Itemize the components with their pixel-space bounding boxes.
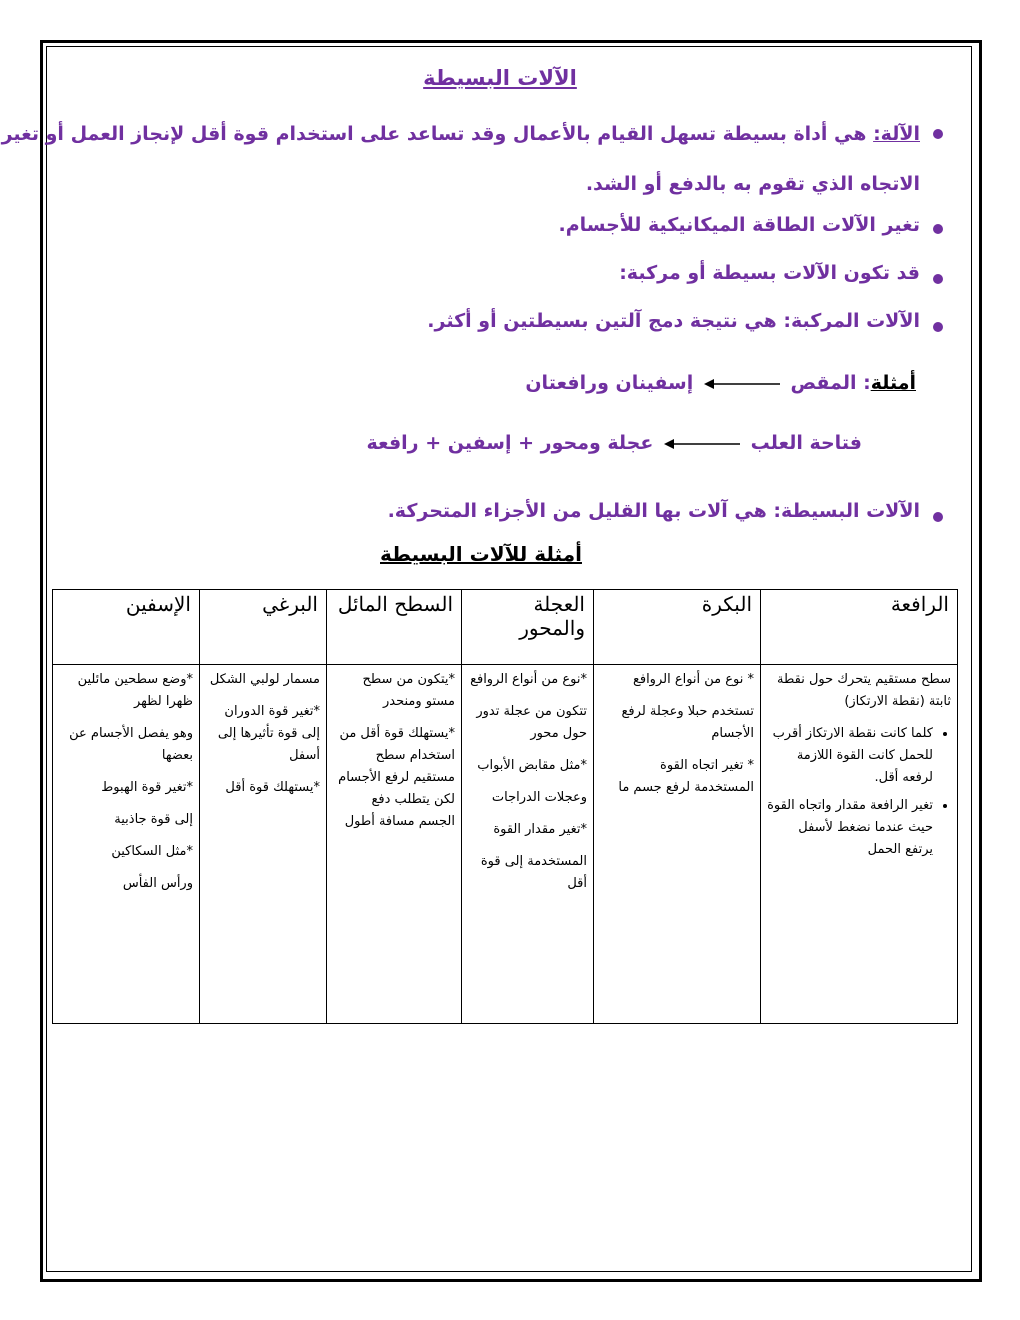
header-wheel-axle: العجلة والمحور: [462, 590, 594, 665]
example-scissors-result: إسفينان ورافعتان: [525, 372, 694, 394]
bullet-dot-1: [933, 129, 943, 139]
example-can-opener: فتاحة العلب: [750, 432, 862, 454]
wheel-text-5: *تغير مقدار القوة: [493, 822, 587, 837]
machine-def-line1: هي أداة بسيطة تسهل القيام بالأعمال وقد تساعد على استخدام قوة أقل لإنجاز العمل أو تغير: [1, 123, 874, 145]
cell-wheel-axle: [462, 665, 594, 1024]
table-header-row: [53, 590, 958, 665]
lever-intro: سطح مستقيم يتحرك حول نقطة ثابتة (نقطة الارتكاز): [777, 672, 951, 709]
bullet-dot-4: [933, 322, 943, 332]
header-lever: الرافعة: [761, 590, 958, 665]
examples-row-2: [366, 432, 862, 454]
screw-text-2: *تغير قوة الدوران إلى قوة تأثيرها إلى أسفل: [217, 704, 320, 763]
energy-bullet: تغير الآلات الطاقة الميكانيكية للأجسام.: [558, 214, 920, 236]
table-title: أمثلة للآلات البسيطة: [380, 542, 582, 566]
simple-machines-bullet: الآلات البسيطة: هي آلات بها القليل من الأجزاء المتحركة.: [387, 500, 920, 522]
examples-row-1: [525, 372, 916, 394]
screw-text-3: *يستهلك قوة أقل: [225, 780, 320, 795]
table-row: [53, 665, 958, 1024]
wheel-text-6: المستخدمة إلى قوة أقل: [480, 854, 587, 891]
examples-colon: :: [856, 372, 871, 394]
pulley-text-1: * نوع من أنواع الروافع: [632, 672, 754, 687]
example-scissors: المقص: [790, 372, 857, 394]
wheel-text-2: تتكون من عجلة تدور حول محور: [476, 704, 587, 741]
cell-lever: [761, 665, 958, 1024]
cell-wedge: [53, 665, 200, 1024]
wheel-text-1: *نوع من أنواع الروافع: [470, 672, 587, 687]
wheel-text-4: وعجلات الدراجات: [491, 790, 587, 805]
lever-point-1: • كلما كانت نقطة الارتكاز أقرب للحمل كانت القوة اللازمة لرفعه أقل.: [767, 723, 933, 789]
simple-machines-table: [52, 589, 958, 1024]
wedge-text-5: *مثل السكاكين: [111, 844, 193, 859]
wedge-text-2: وهو يفصل الأجسام عن بعضها: [69, 726, 193, 763]
machine-def-line2: الاتجاه الذي تقوم به بالدفع أو الشد.: [585, 173, 920, 195]
example-can-opener-result: عجلة ومحور + إسفين + رافعة: [366, 432, 654, 454]
pulley-text-3: * تغير اتجاه القوة المستخدمة لرفع جسم ما: [618, 758, 754, 795]
types-bullet: قد تكون الآلات بسيطة أو مركبة:: [619, 262, 920, 284]
screw-text-1: مسمار لولبي الشكل: [209, 672, 320, 687]
cell-inclined-plane: [327, 665, 462, 1024]
wedge-text-6: ورأس الفأس: [122, 876, 193, 891]
bullet-dot-5: [933, 512, 943, 522]
bullet-dot-2: [933, 224, 943, 234]
header-screw: البرغي: [200, 590, 327, 665]
machine-term: الآلة:: [873, 123, 920, 145]
wheel-text-3: *مثل مقابض الأبواب: [477, 758, 587, 773]
arrow-left-icon: [704, 378, 780, 390]
header-wedge: الإسفين: [53, 590, 200, 665]
examples-label: أمثلة: [870, 372, 916, 394]
header-inclined-plane: السطح المائل: [327, 590, 462, 665]
compound-bullet: الآلات المركبة: هي نتيجة دمج آلتين بسيطتين أو أكثر.: [427, 310, 920, 332]
cell-screw: [200, 665, 327, 1024]
page-title: الآلات البسيطة: [423, 66, 577, 90]
incline-text-1: *يتكون من سطح مستو ومنحدر: [362, 672, 455, 709]
machine-definition: [1, 120, 920, 198]
lever-point-2: • تغير الرافعة مقدار واتجاه القوة حيث عندما نضغط لأسفل يرتفع الحمل: [767, 795, 933, 861]
arrow-left-icon: [664, 438, 740, 450]
wedge-text-4: إلى قوة جاذبية: [114, 812, 193, 827]
pulley-text-2: تستخدم حبلا وعجلة لرفع الأجسام: [621, 704, 754, 741]
bullet-dot-3: [933, 274, 943, 284]
incline-text-2: *يستهلك قوة أقل من استخدام سطح مستقيم لرفع الأجسام لكن يتطلب دفع الجسم مسافة أطول: [338, 726, 455, 829]
header-pulley: البكرة: [594, 590, 761, 665]
wedge-text-3: *تغير قوة الهبوط: [101, 780, 193, 795]
lever-list: [767, 723, 951, 861]
wedge-text-1: *وضع سطحين مائلين ظهرا لظهر: [77, 672, 193, 709]
cell-pulley: [594, 665, 761, 1024]
